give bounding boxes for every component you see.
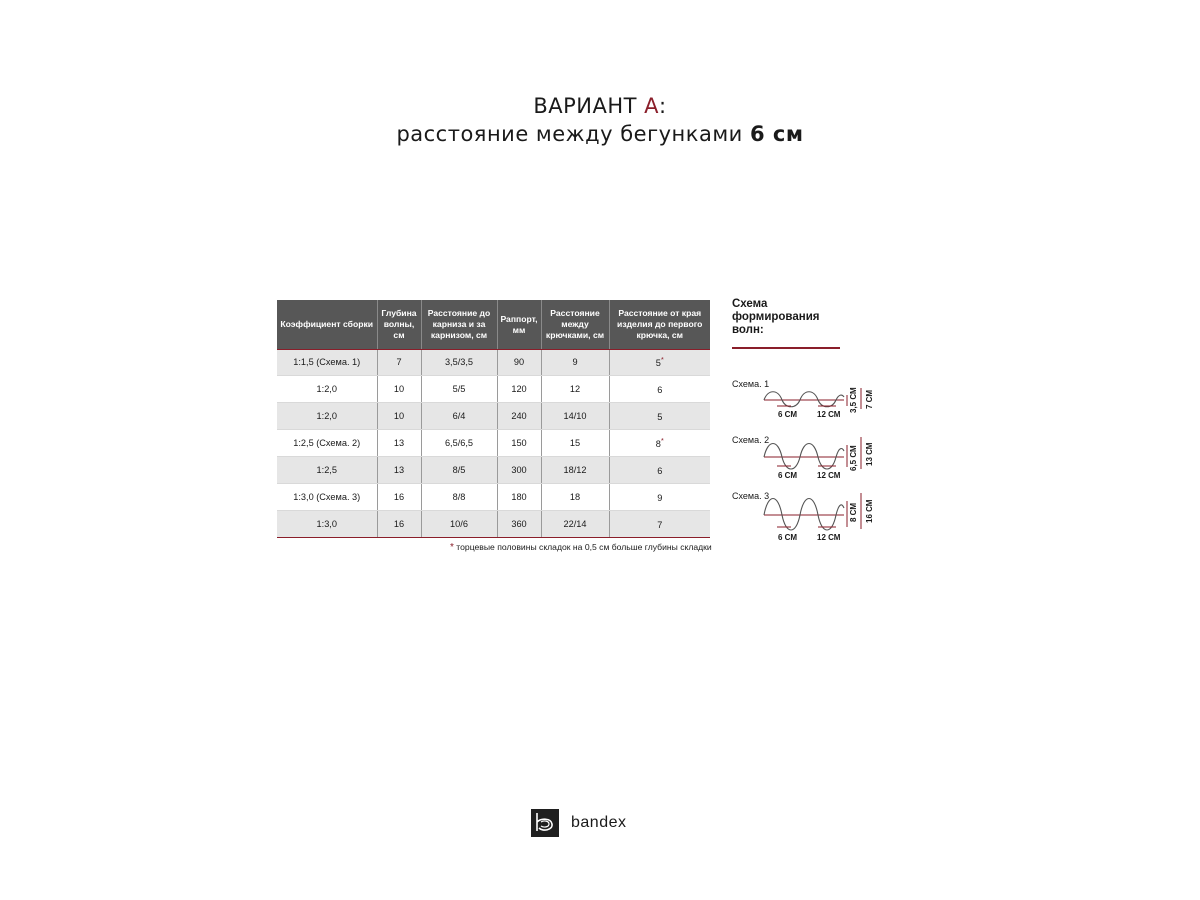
cell-edge: 5* [609, 349, 710, 376]
table-row [277, 457, 710, 484]
label-12cm: 12 СМ [817, 471, 841, 480]
header-depth: Глубина волны, см [377, 300, 421, 349]
scheme-label-3: Схема. 3 [732, 491, 770, 501]
cell-edge: 9 [609, 484, 710, 511]
cell-depth: 16 [377, 511, 421, 538]
scheme-title-underline [732, 347, 840, 349]
footnote [450, 542, 712, 553]
cell-coef: 1:2,5 (Схема. 2) [277, 430, 377, 457]
spec-table [277, 300, 710, 538]
brand-logo [531, 809, 627, 837]
brand-name: bandex [571, 814, 627, 831]
header-divider [277, 349, 710, 350]
cell-rapport: 360 [497, 511, 541, 538]
label-6cm: 6 СМ [778, 410, 798, 419]
table-row [277, 376, 710, 403]
table-header-row [277, 300, 710, 349]
label-12cm: 12 СМ [817, 533, 841, 542]
cell-distance: 8/5 [421, 457, 497, 484]
cell-edge: 6 [609, 376, 710, 403]
cell-coef: 1:3,0 [277, 511, 377, 538]
cell-distance: 10/6 [421, 511, 497, 538]
label-half: 6,5 СМ [849, 445, 858, 471]
cell-edge: 6 [609, 457, 710, 484]
cell-coef: 1:2,0 [277, 403, 377, 430]
wave-curve [764, 392, 844, 407]
cell-rapport: 150 [497, 430, 541, 457]
label-6cm: 6 СМ [778, 533, 798, 542]
label-6cm: 6 СМ [778, 471, 798, 480]
cell-edge: 8* [609, 430, 710, 457]
cell-rapport: 300 [497, 457, 541, 484]
scheme-title: Схема формирования волн: [732, 298, 820, 336]
scheme-label-2: Схема. 2 [732, 435, 770, 445]
cell-distance: 8/8 [421, 484, 497, 511]
title-bold: 6 см [750, 122, 804, 146]
cell-hooks: 18 [541, 484, 609, 511]
footnote-text: торцевые половины складок на 0,5 см больше глубины складки [453, 542, 712, 552]
label-full: 7 СМ [865, 389, 874, 409]
cell-depth: 16 [377, 484, 421, 511]
cell-coef: 1:2,5 [277, 457, 377, 484]
header-rapport: Раппорт, мм [497, 300, 541, 349]
wave-curve [764, 444, 844, 470]
table-row [277, 484, 710, 511]
table-row [277, 430, 710, 457]
title-line-1: ВАРИАНТ А: [533, 94, 667, 118]
bandex-logo-icon [531, 809, 559, 837]
wave-scheme-2 [764, 437, 874, 480]
cell-depth: 13 [377, 457, 421, 484]
cell-coef: 1:3,0 (Схема. 3) [277, 484, 377, 511]
cell-distance: 5/5 [421, 376, 497, 403]
title-line-2: расстояние между бегунками 6 см [396, 122, 804, 146]
wave-scheme-1 [764, 387, 874, 419]
table-row [277, 511, 710, 538]
cell-depth: 7 [377, 349, 421, 376]
cell-rapport: 180 [497, 484, 541, 511]
header-hooks: Расстояние между крючками, см [541, 300, 609, 349]
cell-distance: 3,5/3,5 [421, 349, 497, 376]
header-coef: Коэффициент сборки [277, 300, 377, 349]
cell-rapport: 90 [497, 349, 541, 376]
star-mark: * [660, 436, 664, 446]
wave-schemes-diagram [760, 375, 885, 550]
header-edge: Расстояние от края изделия до первого крючка, см [609, 300, 710, 349]
cell-hooks: 15 [541, 430, 609, 457]
cell-hooks: 18/12 [541, 457, 609, 484]
cell-depth: 13 [377, 430, 421, 457]
cell-hooks: 22/14 [541, 511, 609, 538]
cell-rapport: 120 [497, 376, 541, 403]
wave-scheme-3 [764, 493, 874, 542]
page-title [0, 92, 1200, 148]
header-distance: Расстояние до карниза и за карнизом, см [421, 300, 497, 349]
cell-depth: 10 [377, 376, 421, 403]
scheme-label-1: Схема. 1 [732, 379, 770, 389]
star-mark: * [660, 355, 664, 365]
cell-coef: 1:1,5 (Схема. 1) [277, 349, 377, 376]
table-row [277, 403, 710, 430]
wave-curve [764, 499, 844, 531]
footnote-star: * [450, 542, 454, 553]
title-accent: А [644, 94, 660, 118]
cell-hooks: 12 [541, 376, 609, 403]
label-half: 3,5 СМ [849, 387, 858, 413]
cell-distance: 6/4 [421, 403, 497, 430]
cell-hooks: 14/10 [541, 403, 609, 430]
label-half: 8 СМ [849, 502, 858, 522]
label-full: 16 СМ [865, 499, 874, 523]
cell-rapport: 240 [497, 403, 541, 430]
cell-distance: 6,5/6,5 [421, 430, 497, 457]
cell-edge: 5 [609, 403, 710, 430]
table-row [277, 349, 710, 376]
label-full: 13 СМ [865, 442, 874, 466]
cell-depth: 10 [377, 403, 421, 430]
cell-coef: 1:2,0 [277, 376, 377, 403]
label-12cm: 12 СМ [817, 410, 841, 419]
cell-edge: 7 [609, 511, 710, 538]
cell-hooks: 9 [541, 349, 609, 376]
